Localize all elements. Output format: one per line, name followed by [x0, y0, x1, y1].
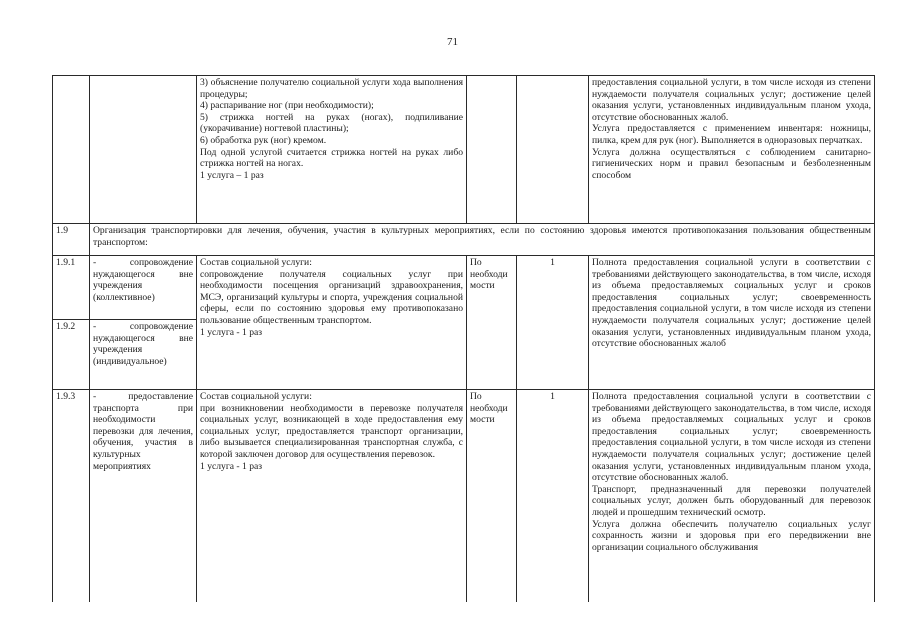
content-line: 1 услуга - 1 раз	[200, 326, 263, 338]
cell-content	[197, 256, 467, 390]
criteria-paragraph: Услуга предоставляется с применением инвентаря: ножницы, пилка, крем для рук (ног). Выполняется в одноразовых перчатках.	[592, 123, 871, 146]
cell-name: - предоставление транспорта при необходимости перевозки для лечения, обучения, участия в культурных мероприятиях	[90, 390, 197, 602]
cell-number: 1.9.1	[53, 256, 90, 320]
criteria-paragraph: Транспорт, предназначенный для перевозки получателей социальных услуг, должен быть оборудованный для перевозок людей и прошедшим технический осмотр.	[592, 483, 871, 518]
content-line: 1 услуга – 1 раз	[200, 169, 264, 181]
content-line: при возникновении необходимости в перевозке получателя социальных услуг, возникающей в ходе предоставления ему социальных услуг, предоставляется транспорт организации, либо вызывается специализированная транспортная служба, с которой заключен договор для осуществления перевозок.	[200, 402, 463, 460]
cell-number: 1.9.2	[53, 320, 90, 390]
cell-count: 1	[517, 390, 589, 602]
cell-name: - сопровождение нуждающегося вне учреждения (коллективное)	[90, 256, 197, 320]
criteria-paragraph: Полнота предоставления социальной услуги в соответствии с требованиями действующего законодательства, в том числе, исходя из объема предоставляемых социальных услуг и сроков предоставления социальных услуг; своевременность предоставления социальной услуги, в том числе исходя из степени нуждаемости получателя социальных услуг; достижение целей оказания услуги, установленных индивидуальным планом ухода, отсутствие обоснованных жалоб.	[592, 391, 871, 484]
cell-number: 1.9	[53, 224, 90, 256]
cell-criteria: Полнота предоставления социальной услуги в соответствии с требованиями действующего законодательства, в том числе, исходя из объема предоставляемых социальных услуг и сроков предоставления социальных услуг; своевременность предоставления социальной услуги, в том числе исходя из степени нуждаемости получателя социальных услуг; достижение целей оказания услуги, установленных индивидуальным планом ухода, отсутствие обоснованных жалоб	[589, 256, 875, 390]
content-line: Состав социальной услуги:	[200, 391, 312, 402]
services-table	[52, 75, 875, 602]
cell-count: 1	[517, 256, 589, 390]
content-line: 1 услуга - 1 раз	[200, 460, 263, 472]
content-line: 3) объяснение получателю социальной услуги хода выполнения процедуры;	[200, 77, 463, 100]
cell-number-empty	[53, 76, 90, 224]
cell-criteria	[589, 76, 875, 224]
cell-frequency: По необходи мости	[467, 390, 517, 602]
table-row-1-9-1	[53, 256, 875, 320]
criteria-paragraph: Услуга должна обеспечить получателю социальных услуг сохранность жизни и здоровья при его передвижении вне организации социального обслуживания	[592, 518, 871, 553]
content-line: 6) обработка рук (ног) кремом.	[200, 134, 327, 146]
cell-number: 1.9.3	[53, 390, 90, 602]
page-number: 71	[447, 36, 458, 48]
cell-criteria	[589, 390, 875, 602]
content-line: сопровождение получателя социальных услуг при необходимости посещения организаций здравоохранения, МСЭ, организаций культуры и спорта, учреждения социальной сферы, если по состоянию здоровья ему противопоказано пользование общественным транспортом.	[200, 268, 463, 326]
table-row-1-9	[53, 224, 875, 256]
content-line: Состав социальной услуги:	[200, 257, 312, 268]
cell-name-empty	[90, 76, 197, 224]
criteria-paragraph: предоставления социальной услуги, в том числе исходя из степени нуждаемости получателя социальных услуг; достижение целей оказания услуги, установленных индивидуальным планом ухода, отсутствие обоснованных жалоб.	[592, 77, 871, 123]
cell-frequency: По необходи мости	[467, 256, 517, 390]
cell-content	[197, 76, 467, 224]
table-row-continued	[53, 76, 875, 224]
cell-name: - сопровождение нуждающегося вне учреждения (индивидуальное)	[90, 320, 197, 390]
content-line: Под одной услугой считается стрижка ногтей на руках либо стрижка ногтей на ногах.	[200, 146, 463, 170]
cell-content	[197, 390, 467, 602]
cell-count-empty	[517, 76, 589, 224]
content-line: 4) распаривание ног (при необходимости);	[200, 100, 374, 112]
cell-frequency-empty	[467, 76, 517, 224]
content-line: 5) стрижка ногтей на руках (ногах), подпиливание (укорачивание) ногтевой пластины);	[200, 111, 463, 135]
section-heading: Организация транспортировки для лечения, обучения, участия в культурных мероприятиях, если по состоянию здоровья имеются противопоказания пользования общественным транспортом:	[90, 224, 875, 256]
criteria-paragraph: Услуга должна осуществляться с соблюдением санитарно-гигиенических норм и правил безопасным и безболезненным способом	[592, 146, 871, 181]
table-row-1-9-3	[53, 390, 875, 602]
